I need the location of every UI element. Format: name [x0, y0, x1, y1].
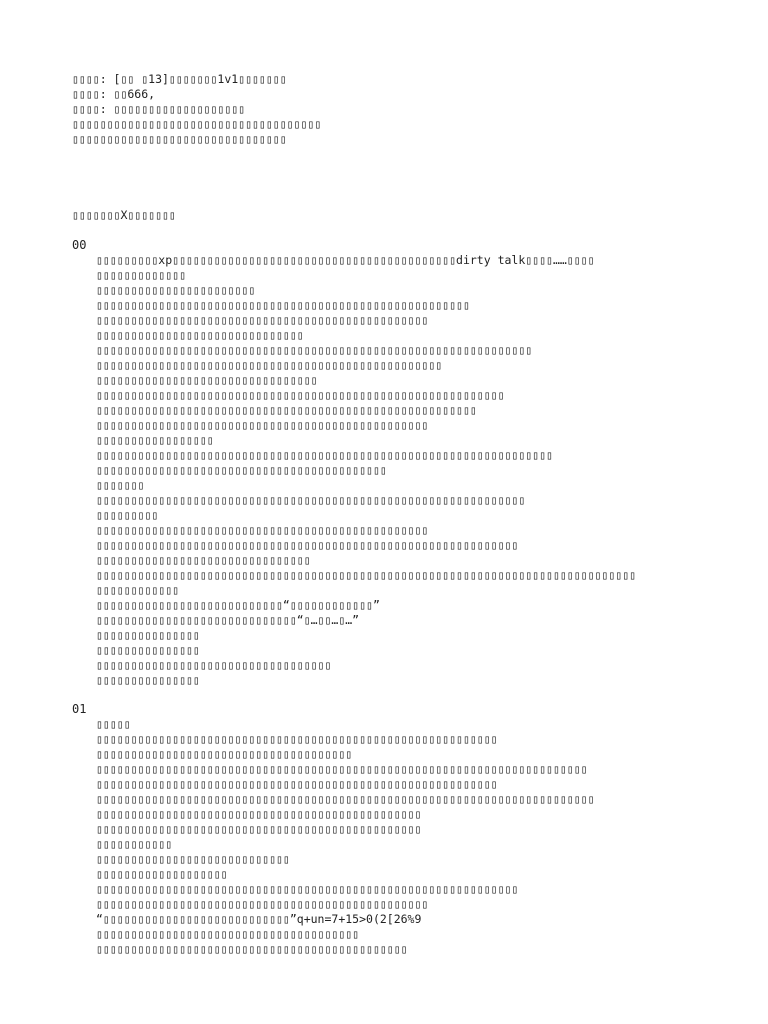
body-line: ▯▯▯▯▯▯▯▯▯▯▯▯▯▯▯▯▯▯▯▯▯▯▯▯▯▯▯▯▯▯▯▯▯▯▯▯▯▯▯▯▯▯▯▯▯▯▯▯ — [96, 523, 429, 537]
body-line: ▯▯▯▯▯▯▯▯▯▯▯▯▯▯▯▯▯▯▯▯▯▯▯▯▯▯▯▯▯▯▯▯▯▯▯▯▯▯▯▯▯▯▯▯▯▯▯▯▯▯▯▯▯▯▯ — [96, 403, 477, 417]
body-line: ▯▯▯▯▯▯▯▯▯▯▯▯▯ — [96, 268, 187, 282]
body-line: ▯▯▯▯▯▯▯▯▯▯▯▯▯▯▯▯▯▯▯▯▯▯▯▯▯▯▯▯▯▯▯▯▯▯▯▯▯▯▯▯▯▯▯▯▯ — [96, 942, 408, 956]
body-line: ▯▯▯▯▯▯▯▯▯▯▯▯▯▯▯▯▯▯▯▯▯▯▯▯▯▯▯▯▯▯▯▯▯▯▯▯▯▯▯▯▯▯▯▯▯▯▯▯ — [96, 897, 429, 911]
body-line: ▯▯▯▯▯▯▯▯▯▯▯▯▯▯▯▯▯▯▯ — [96, 867, 228, 881]
section-label: 00 — [72, 238, 87, 252]
body-line: ▯▯▯▯▯▯▯▯▯▯▯▯▯▯▯▯▯▯▯▯▯▯▯▯▯▯▯▯▯▯▯▯▯▯▯▯▯▯▯▯▯▯▯▯▯▯▯▯▯▯▯▯▯▯▯▯▯▯▯▯▯▯ — [96, 493, 526, 507]
body-line: ▯▯▯▯▯▯▯▯▯▯▯▯▯▯▯ — [96, 628, 200, 642]
body-line: ▯▯▯▯▯▯▯▯▯▯▯▯▯▯▯▯▯▯▯▯▯▯▯▯▯▯▯▯▯▯▯▯▯▯▯▯▯▯▯▯▯▯▯▯▯▯▯▯▯▯▯▯▯▯▯▯▯▯▯▯▯ — [96, 882, 519, 896]
body-line: ▯▯▯▯▯▯▯▯▯▯▯▯▯▯▯▯▯▯▯▯▯▯▯▯▯▯▯▯▯▯▯▯▯▯▯▯▯▯▯▯▯▯▯▯▯▯▯▯▯▯ — [96, 358, 443, 372]
meta-line: ▯▯▯▯: [▯▯ ▯13]▯▯▯▯▯▯▯1v1▯▯▯▯▯▯▯ — [72, 72, 287, 86]
body-line: ▯▯▯▯▯▯▯▯▯▯▯▯▯▯▯▯▯▯▯▯▯▯▯▯▯▯▯▯ — [96, 852, 290, 866]
section-label: 01 — [72, 702, 87, 716]
body-line: ▯▯▯▯▯▯▯▯▯ — [96, 508, 159, 522]
meta-line: ▯▯▯▯▯▯▯▯▯▯▯▯▯▯▯▯▯▯▯▯▯▯▯▯▯▯▯▯▯▯▯ — [72, 132, 287, 146]
body-line: ▯▯▯▯▯▯▯▯▯▯▯▯▯▯▯▯▯▯▯▯▯▯▯▯▯▯▯▯▯▯ — [96, 328, 304, 342]
body-line: ▯▯▯▯▯▯▯▯▯▯▯▯▯▯▯▯▯▯▯▯▯▯▯▯▯▯▯▯▯▯▯▯▯▯▯▯▯▯▯▯▯▯ — [96, 463, 387, 477]
body-line: ▯▯▯▯▯▯▯▯▯▯▯▯▯▯▯▯▯▯▯▯▯▯▯▯▯▯▯“▯▯▯▯▯▯▯▯▯▯▯▯” — [96, 598, 380, 612]
body-line: ▯▯▯▯▯▯▯▯▯▯▯▯▯▯▯▯▯▯▯▯▯▯▯▯▯▯▯▯▯▯▯▯▯▯ — [96, 658, 332, 672]
body-line: ▯▯▯▯▯▯▯▯▯▯▯▯▯▯▯▯▯▯▯▯▯▯▯▯▯▯▯▯▯▯▯▯▯▯▯▯▯▯▯▯▯▯▯▯▯▯▯▯▯▯▯▯▯▯▯▯▯▯▯▯▯▯▯ — [96, 343, 533, 357]
body-line: ▯▯▯▯▯▯▯▯▯▯▯▯▯▯▯▯▯▯▯▯▯▯▯▯▯▯▯▯▯▯▯ — [96, 553, 311, 567]
body-line: ▯▯▯▯▯▯▯▯▯▯▯▯ — [96, 583, 180, 597]
body-line: ▯▯▯▯▯▯▯▯▯▯▯▯▯▯▯▯▯▯▯▯▯▯▯▯▯▯▯▯▯▯▯▯▯▯▯▯▯▯▯▯▯▯▯▯▯▯▯ — [96, 807, 422, 821]
body-line: ▯▯▯▯▯▯▯▯▯▯▯▯▯▯▯▯▯▯▯▯▯▯▯▯▯▯▯▯▯▯▯▯▯▯▯▯▯▯▯▯▯▯▯▯▯▯▯▯▯▯▯▯▯▯▯▯▯▯▯▯▯▯▯▯▯▯ — [96, 448, 553, 462]
chapter-section — [72, 702, 728, 957]
chapter-section — [72, 238, 728, 688]
body-line: ▯▯▯▯▯▯▯ — [96, 478, 145, 492]
meta-line: ▯▯▯▯: ▯▯666, — [72, 87, 156, 101]
body-line: “▯▯▯▯▯▯▯▯▯▯▯▯▯▯▯▯▯▯▯▯▯▯▯▯▯▯▯”q+un=7+15>0(2[26%9 — [96, 912, 422, 926]
body-line: ▯▯▯▯▯▯▯▯▯▯▯▯▯▯▯▯▯ — [96, 433, 214, 447]
body-line: ▯▯▯▯▯▯▯▯▯▯▯▯▯▯▯▯▯▯▯▯▯▯▯▯▯▯▯▯▯▯▯▯▯▯▯▯▯▯▯▯▯▯▯▯▯▯▯▯▯▯▯▯▯▯▯▯▯▯▯▯▯ — [96, 538, 519, 552]
body-line: ▯▯▯▯▯▯▯▯▯▯▯▯▯▯▯▯▯▯▯▯▯▯▯▯▯▯▯▯▯▯▯▯▯▯▯▯▯▯ — [96, 927, 360, 941]
body-line: ▯▯▯▯▯▯▯▯▯▯▯▯▯▯▯ — [96, 643, 200, 657]
meta-line: ▯▯▯▯▯▯▯▯▯▯▯▯▯▯▯▯▯▯▯▯▯▯▯▯▯▯▯▯▯▯▯▯▯▯▯▯ — [72, 117, 322, 131]
body-line: ▯▯▯▯▯▯▯▯▯xp▯▯▯▯▯▯▯▯▯▯▯▯▯▯▯▯▯▯▯▯▯▯▯▯▯▯▯▯▯▯▯▯▯▯▯▯▯▯▯▯▯dirty talk▯▯▯▯……▯▯▯▯ — [96, 253, 595, 267]
body-line: ▯▯▯▯▯▯▯▯▯▯▯▯▯▯▯▯▯▯▯▯▯▯▯▯▯▯▯▯▯▯▯▯▯▯▯▯▯▯▯▯▯▯▯▯▯▯▯▯▯▯▯▯▯▯▯▯▯▯ — [96, 777, 498, 791]
meta-block — [72, 72, 728, 147]
body-line: ▯▯▯▯▯▯▯▯▯▯▯ — [96, 837, 173, 851]
body-line: ▯▯▯▯▯▯▯▯▯▯▯▯▯▯▯▯▯▯▯▯▯▯▯ — [96, 283, 256, 297]
body-line: ▯▯▯▯▯ — [96, 717, 131, 731]
body-line: ▯▯▯▯▯▯▯▯▯▯▯▯▯▯▯▯▯▯▯▯▯▯▯▯▯▯▯▯▯▯▯▯▯▯▯▯▯▯▯▯▯▯▯▯▯▯▯▯▯▯▯▯▯▯▯▯▯▯▯▯▯▯▯▯▯▯▯▯▯▯▯ — [96, 762, 588, 776]
body-line: ▯▯▯▯▯▯▯▯▯▯▯▯▯▯▯▯▯▯▯▯▯▯▯▯▯▯▯▯▯▯▯▯▯▯▯▯▯▯▯▯▯▯▯▯▯▯▯▯ — [96, 418, 429, 432]
body-line: ▯▯▯▯▯▯▯▯▯▯▯▯▯▯▯▯▯▯▯▯▯▯▯▯▯▯▯▯▯▯▯▯▯▯▯▯▯ — [96, 747, 353, 761]
body-line: ▯▯▯▯▯▯▯▯▯▯▯▯▯▯▯▯▯▯▯▯▯▯▯▯▯▯▯▯▯▯▯▯▯▯▯▯▯▯▯▯▯▯▯▯▯▯▯▯▯▯▯▯▯▯▯▯▯▯▯▯▯▯▯▯▯▯▯▯▯▯▯▯▯▯▯▯▯▯ — [96, 568, 637, 582]
body-line: ▯▯▯▯▯▯▯▯▯▯▯▯▯▯▯▯▯▯▯▯▯▯▯▯▯▯▯▯▯▯▯▯▯▯▯▯▯▯▯▯▯▯▯▯▯▯▯▯ — [96, 313, 429, 327]
meta-line: ▯▯▯▯: ▯▯▯▯▯▯▯▯▯▯▯▯▯▯▯▯▯▯▯ — [72, 102, 246, 116]
document-page — [72, 72, 728, 957]
body-line: ▯▯▯▯▯▯▯▯▯▯▯▯▯▯▯▯▯▯▯▯▯▯▯▯▯▯▯▯▯“▯…▯▯…▯…” — [96, 613, 360, 627]
document-title: ▯▯▯▯▯▯▯X▯▯▯▯▯▯▯ — [72, 208, 176, 222]
body-line: ▯▯▯▯▯▯▯▯▯▯▯▯▯▯▯▯▯▯▯▯▯▯▯▯▯▯▯▯▯▯▯▯▯▯▯▯▯▯▯▯▯▯▯▯▯▯▯ — [96, 822, 422, 836]
section-body — [72, 717, 728, 957]
body-line: ▯▯▯▯▯▯▯▯▯▯▯▯▯▯▯▯▯▯▯▯▯▯▯▯▯▯▯▯▯▯▯▯▯▯▯▯▯▯▯▯▯▯▯▯▯▯▯▯▯▯▯▯▯▯▯▯▯▯▯ — [96, 388, 505, 402]
body-line: ▯▯▯▯▯▯▯▯▯▯▯▯▯▯▯ — [96, 673, 200, 687]
body-line: ▯▯▯▯▯▯▯▯▯▯▯▯▯▯▯▯▯▯▯▯▯▯▯▯▯▯▯▯▯▯▯▯ — [96, 373, 318, 387]
body-line: ▯▯▯▯▯▯▯▯▯▯▯▯▯▯▯▯▯▯▯▯▯▯▯▯▯▯▯▯▯▯▯▯▯▯▯▯▯▯▯▯▯▯▯▯▯▯▯▯▯▯▯▯▯▯▯▯▯▯ — [96, 732, 498, 746]
body-line: ▯▯▯▯▯▯▯▯▯▯▯▯▯▯▯▯▯▯▯▯▯▯▯▯▯▯▯▯▯▯▯▯▯▯▯▯▯▯▯▯▯▯▯▯▯▯▯▯▯▯▯▯▯▯▯▯▯▯▯▯▯▯▯▯▯▯▯▯▯▯▯▯ — [96, 792, 595, 806]
body-line: ▯▯▯▯▯▯▯▯▯▯▯▯▯▯▯▯▯▯▯▯▯▯▯▯▯▯▯▯▯▯▯▯▯▯▯▯▯▯▯▯▯▯▯▯▯▯▯▯▯▯▯▯▯▯ — [96, 298, 470, 312]
section-body — [72, 253, 728, 688]
